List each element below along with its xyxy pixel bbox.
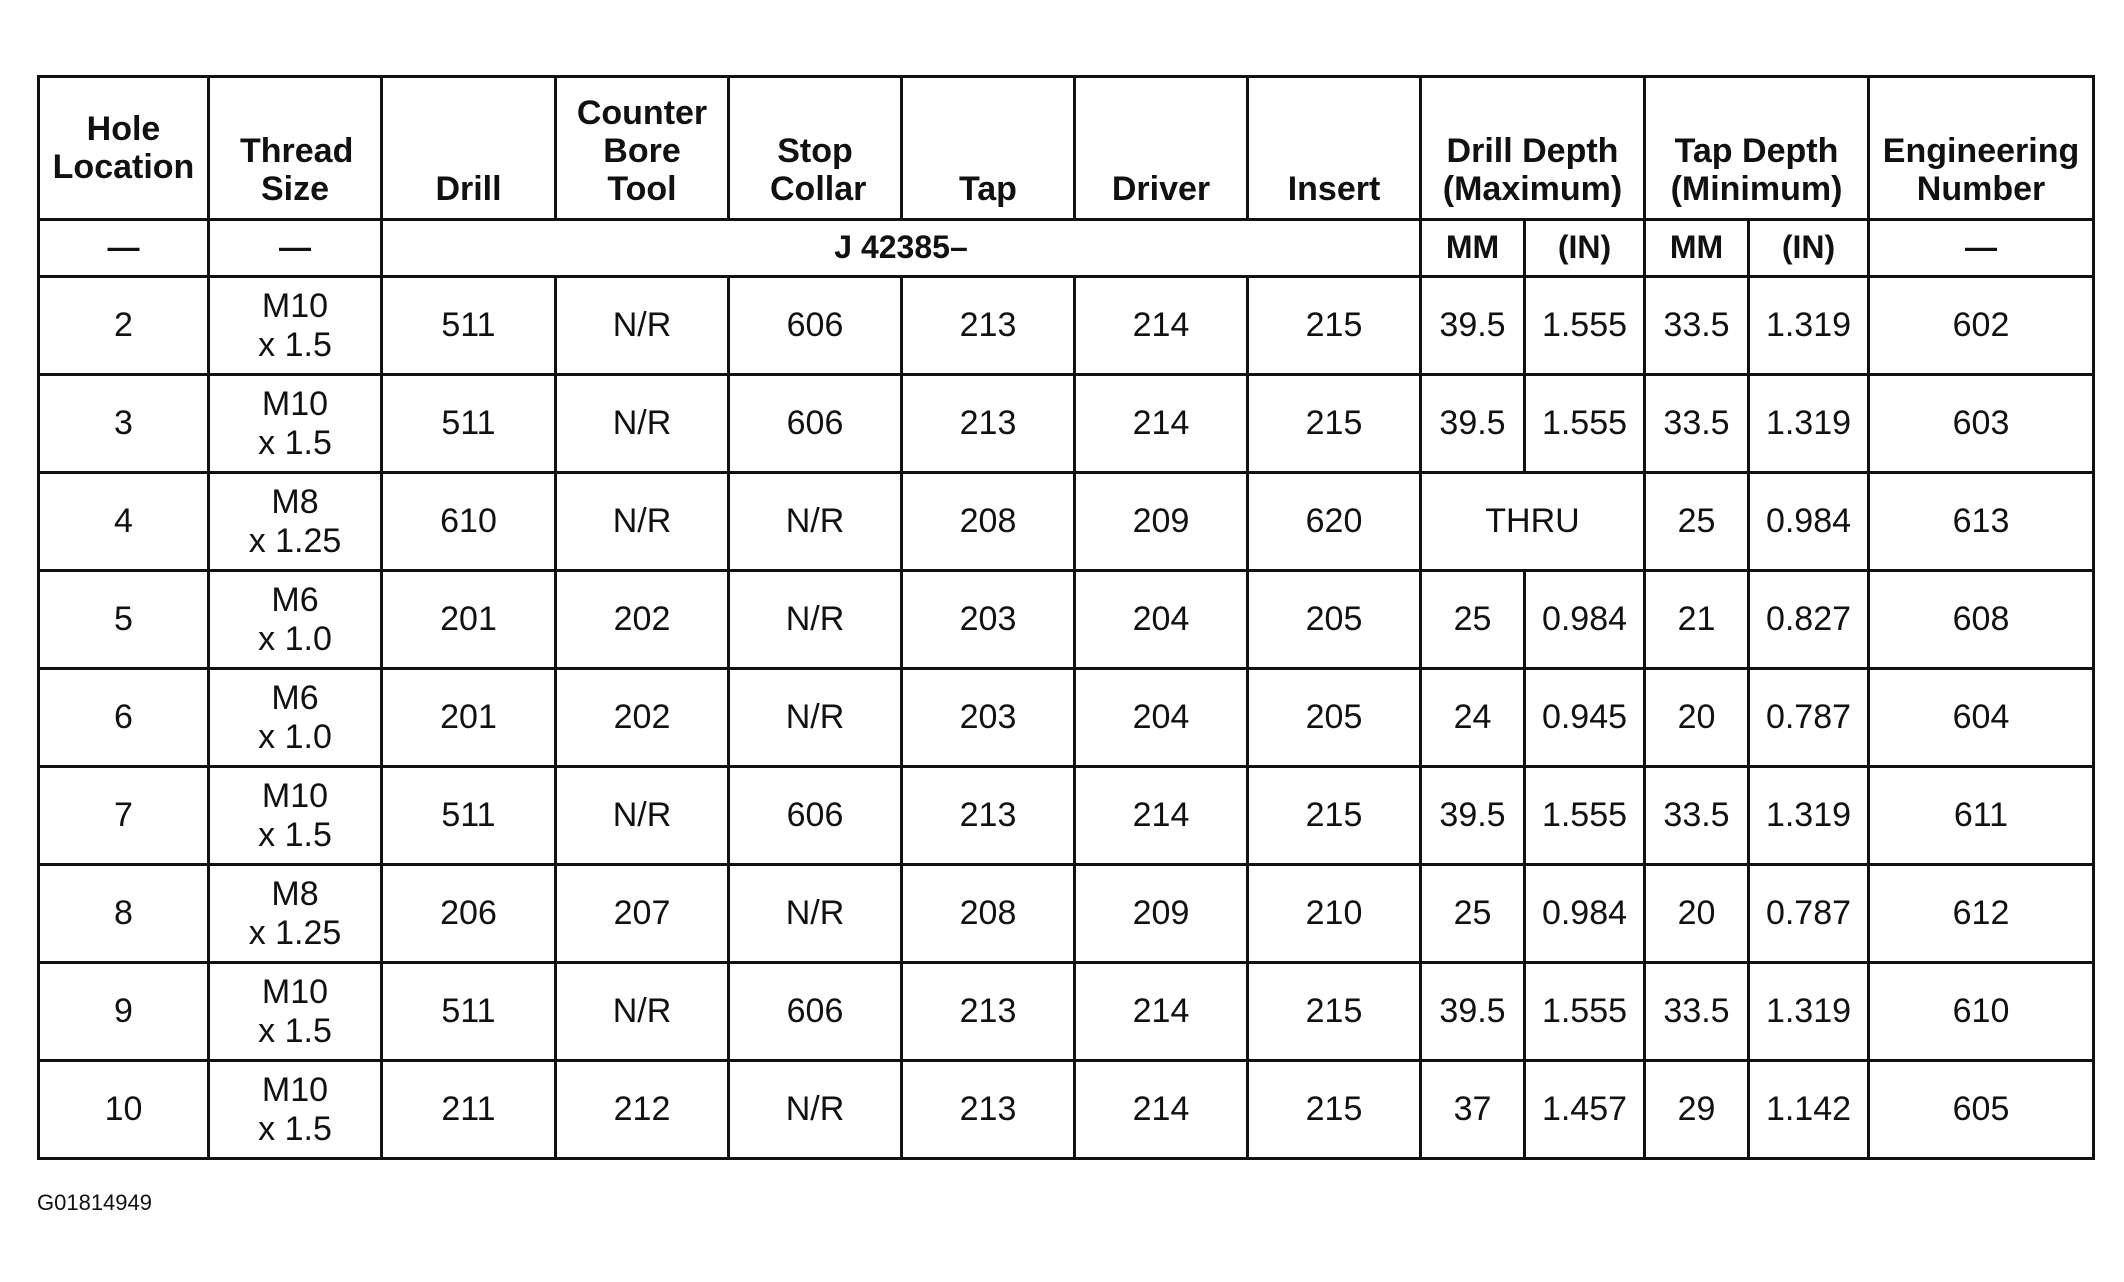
tap-cell: 213 (902, 375, 1075, 473)
tap-depth-mm-cell: 25 (1645, 473, 1749, 571)
subheader-engineering-number: — (1869, 220, 2094, 277)
header-engineering-number: Engineering Number (1869, 77, 2094, 220)
hole-location-cell: 5 (39, 571, 209, 669)
stop-collar-cell: N/R (729, 473, 902, 571)
drill-depth-mm-cell: 39.5 (1421, 963, 1525, 1061)
header-counter-bore-tool: Counter Bore Tool (556, 77, 729, 220)
thread-size-cell (209, 865, 382, 963)
header-drill-depth: Drill Depth (Maximum) (1421, 77, 1645, 220)
tap-depth-in-cell: 1.319 (1749, 963, 1869, 1061)
tap-depth-in-cell: 0.984 (1749, 473, 1869, 571)
header-row (39, 77, 2094, 220)
header-drill: Drill (382, 77, 556, 220)
stop-collar-cell: 606 (729, 375, 902, 473)
stop-collar-cell: N/R (729, 1061, 902, 1159)
subheader-thread-size: — (209, 220, 382, 277)
drill-depth-mm-cell: 39.5 (1421, 277, 1525, 375)
tap-depth-mm-cell: 33.5 (1645, 767, 1749, 865)
thread-size-cell (209, 1061, 382, 1159)
tap-cell: 203 (902, 669, 1075, 767)
drill-depth-in-cell: 0.945 (1525, 669, 1645, 767)
driver-cell: 209 (1075, 473, 1248, 571)
tap-cell: 213 (902, 277, 1075, 375)
thread-size-cell (209, 767, 382, 865)
drill-cell: 511 (382, 277, 556, 375)
drill-depth-mm-cell: 25 (1421, 865, 1525, 963)
hole-location-cell: 2 (39, 277, 209, 375)
tap-depth-mm-cell: 33.5 (1645, 375, 1749, 473)
thread-size-line: x 1.25 (248, 913, 342, 952)
header-tap-depth: Tap Depth (Minimum) (1645, 77, 1869, 220)
subheader-drill-mm: MM (1421, 220, 1525, 277)
insert-cell: 215 (1248, 767, 1421, 865)
thread-size-cell (209, 277, 382, 375)
engineering-number-cell: 612 (1869, 865, 2094, 963)
counter-bore-tool-cell: 212 (556, 1061, 729, 1159)
stop-collar-cell: 606 (729, 767, 902, 865)
table-row (39, 669, 2094, 767)
thread-size-line: x 1.0 (258, 717, 332, 756)
thread-size-line: x 1.5 (258, 1011, 332, 1050)
drill-depth-in-cell: 1.555 (1525, 767, 1645, 865)
subheader-drill-in: (IN) (1525, 220, 1645, 277)
driver-cell: 214 (1075, 375, 1248, 473)
drill-depth-in-cell: 0.984 (1525, 865, 1645, 963)
counter-bore-tool-cell: 202 (556, 571, 729, 669)
table-row (39, 963, 2094, 1061)
tool-spec-table (37, 75, 2095, 1160)
tap-cell: 213 (902, 1061, 1075, 1159)
tap-depth-in-cell: 0.787 (1749, 865, 1869, 963)
stop-collar-cell: N/R (729, 571, 902, 669)
thread-size-line: M8 (271, 875, 319, 914)
stop-collar-cell: N/R (729, 669, 902, 767)
tap-depth-in-cell: 1.319 (1749, 375, 1869, 473)
tap-depth-mm-cell: 33.5 (1645, 277, 1749, 375)
drill-cell: 610 (382, 473, 556, 571)
engineering-number-cell: 611 (1869, 767, 2094, 865)
drill-cell: 511 (382, 767, 556, 865)
insert-cell: 210 (1248, 865, 1421, 963)
thread-size-cell (209, 963, 382, 1061)
counter-bore-tool-cell: N/R (556, 277, 729, 375)
tap-depth-in-cell: 1.319 (1749, 277, 1869, 375)
hole-location-cell: 3 (39, 375, 209, 473)
tap-depth-in-cell: 0.787 (1749, 669, 1869, 767)
table-row (39, 767, 2094, 865)
thread-size-line: M10 (261, 287, 329, 326)
insert-cell: 215 (1248, 963, 1421, 1061)
thread-size-line: x 1.5 (258, 1109, 332, 1148)
tool-number-prefix: J 42385– (382, 220, 1421, 277)
drill-depth-in-cell: 1.555 (1525, 963, 1645, 1061)
counter-bore-tool-cell: N/R (556, 963, 729, 1061)
insert-cell: 205 (1248, 669, 1421, 767)
header-driver: Driver (1075, 77, 1248, 220)
driver-cell: 204 (1075, 669, 1248, 767)
engineering-number-cell: 613 (1869, 473, 2094, 571)
subheader-tap-in: (IN) (1749, 220, 1869, 277)
header-insert: Insert (1248, 77, 1421, 220)
table-row (39, 1061, 2094, 1159)
thread-size-line: x 1.5 (258, 325, 332, 364)
engineering-number-cell: 605 (1869, 1061, 2094, 1159)
thread-size-cell (209, 669, 382, 767)
table-row (39, 571, 2094, 669)
stop-collar-cell: N/R (729, 865, 902, 963)
thread-size-line: M10 (261, 385, 329, 424)
subheader-hole-location: — (39, 220, 209, 277)
thread-size-cell (209, 571, 382, 669)
counter-bore-tool-cell: 202 (556, 669, 729, 767)
drill-depth-mm-cell: 24 (1421, 669, 1525, 767)
hole-location-cell: 7 (39, 767, 209, 865)
table-row (39, 277, 2094, 375)
drill-cell: 211 (382, 1061, 556, 1159)
tap-depth-in-cell: 1.142 (1749, 1061, 1869, 1159)
hole-location-cell: 8 (39, 865, 209, 963)
counter-bore-tool-cell: N/R (556, 767, 729, 865)
drill-cell: 511 (382, 963, 556, 1061)
drill-depth-mm-cell: 37 (1421, 1061, 1525, 1159)
thread-size-line: M10 (261, 1071, 329, 1110)
drill-depth-mm-cell: 39.5 (1421, 375, 1525, 473)
counter-bore-tool-cell: 207 (556, 865, 729, 963)
tap-depth-in-cell: 0.827 (1749, 571, 1869, 669)
header-stop-collar: Stop Collar (729, 77, 902, 220)
header-thread-size: Thread Size (209, 77, 382, 220)
tap-cell: 213 (902, 767, 1075, 865)
thread-size-line: x 1.5 (258, 423, 332, 462)
drill-depth-in-cell: 1.457 (1525, 1061, 1645, 1159)
insert-cell: 205 (1248, 571, 1421, 669)
header-hole-location: Hole Location (39, 77, 209, 220)
counter-bore-tool-cell: N/R (556, 473, 729, 571)
drill-depth-mm-cell: 39.5 (1421, 767, 1525, 865)
tap-depth-in-cell: 1.319 (1749, 767, 1869, 865)
drill-depth-merged-cell: THRU (1421, 473, 1645, 571)
table-row (39, 473, 2094, 571)
thread-size-line: x 1.5 (258, 815, 332, 854)
drill-depth-in-cell: 1.555 (1525, 375, 1645, 473)
hole-location-cell: 9 (39, 963, 209, 1061)
thread-size-cell (209, 375, 382, 473)
counter-bore-tool-cell: N/R (556, 375, 729, 473)
tap-depth-mm-cell: 20 (1645, 865, 1749, 963)
driver-cell: 214 (1075, 963, 1248, 1061)
thread-size-line: x 1.25 (248, 521, 342, 560)
drill-depth-in-cell: 1.555 (1525, 277, 1645, 375)
thread-size-line: M8 (271, 483, 319, 522)
drill-depth-mm-cell: 25 (1421, 571, 1525, 669)
driver-cell: 204 (1075, 571, 1248, 669)
insert-cell: 215 (1248, 1061, 1421, 1159)
table-row (39, 375, 2094, 473)
thread-size-line: x 1.0 (258, 619, 332, 658)
insert-cell: 620 (1248, 473, 1421, 571)
engineering-number-cell: 608 (1869, 571, 2094, 669)
drill-cell: 201 (382, 571, 556, 669)
engineering-number-cell: 604 (1869, 669, 2094, 767)
drill-cell: 206 (382, 865, 556, 963)
figure-id: G01814949 (37, 1190, 152, 1215)
driver-cell: 214 (1075, 277, 1248, 375)
table-row (39, 865, 2094, 963)
thread-size-cell (209, 473, 382, 571)
thread-size-line: M10 (261, 973, 329, 1012)
stop-collar-cell: 606 (729, 963, 902, 1061)
driver-cell: 214 (1075, 767, 1248, 865)
tap-depth-mm-cell: 21 (1645, 571, 1749, 669)
thread-size-line: M6 (271, 679, 319, 718)
hole-location-cell: 4 (39, 473, 209, 571)
hole-location-cell: 6 (39, 669, 209, 767)
hole-location-cell: 10 (39, 1061, 209, 1159)
tap-cell: 203 (902, 571, 1075, 669)
subheader-tap-mm: MM (1645, 220, 1749, 277)
drill-cell: 201 (382, 669, 556, 767)
engineering-number-cell: 602 (1869, 277, 2094, 375)
insert-cell: 215 (1248, 277, 1421, 375)
stop-collar-cell: 606 (729, 277, 902, 375)
driver-cell: 209 (1075, 865, 1248, 963)
tap-depth-mm-cell: 29 (1645, 1061, 1749, 1159)
thread-size-line: M10 (261, 777, 329, 816)
tap-cell: 208 (902, 473, 1075, 571)
engineering-number-cell: 610 (1869, 963, 2094, 1061)
tap-depth-mm-cell: 20 (1645, 669, 1749, 767)
insert-cell: 215 (1248, 375, 1421, 473)
drill-cell: 511 (382, 375, 556, 473)
tap-cell: 208 (902, 865, 1075, 963)
driver-cell: 214 (1075, 1061, 1248, 1159)
subheader-row (39, 220, 2094, 277)
tap-depth-mm-cell: 33.5 (1645, 963, 1749, 1061)
drill-depth-in-cell: 0.984 (1525, 571, 1645, 669)
tap-cell: 213 (902, 963, 1075, 1061)
thread-size-line: M6 (271, 581, 319, 620)
engineering-number-cell: 603 (1869, 375, 2094, 473)
header-tap: Tap (902, 77, 1075, 220)
